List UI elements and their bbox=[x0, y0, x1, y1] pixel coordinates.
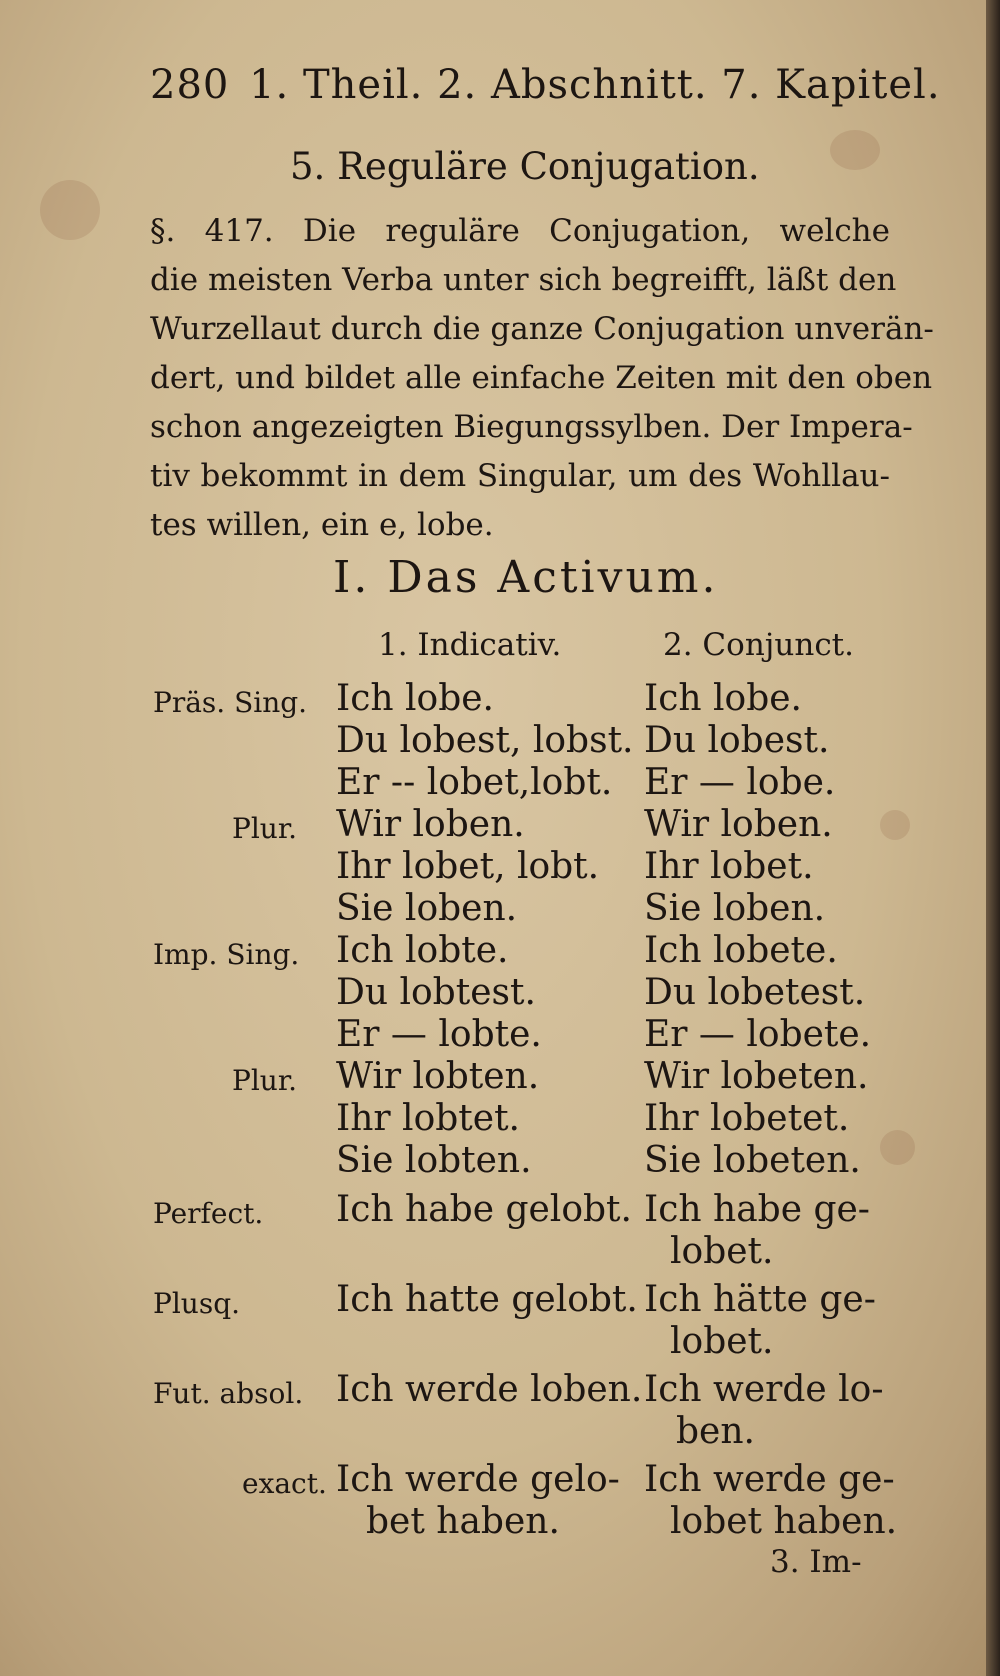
conjunctive-form: lobet. bbox=[670, 1231, 774, 1272]
indicative-form: Er -- lobet,lobt. bbox=[336, 762, 613, 803]
indicative-form: bet haben. bbox=[366, 1501, 560, 1542]
page-number: 280 bbox=[150, 62, 230, 108]
indicative-form: Er — lobte. bbox=[336, 1014, 542, 1055]
column-head-indicative: 1. Indicativ. bbox=[378, 627, 562, 663]
indicative-form: Du lobest, lobst. bbox=[336, 720, 634, 761]
indicative-form: Ich lobte. bbox=[336, 930, 509, 971]
indicative-form: Ihr lobtet. bbox=[336, 1098, 520, 1139]
paragraph-417 bbox=[150, 207, 934, 550]
section-title: 5. Reguläre Conjugation. bbox=[290, 145, 760, 188]
conjunctive-form: Du lobetest. bbox=[644, 972, 866, 1013]
conjunctive-form: lobet. bbox=[670, 1321, 774, 1362]
paragraph-line: tiv bekommt in dem Singular, um des Wohllau- bbox=[150, 458, 890, 494]
label-imperfect-plural: Plur. bbox=[232, 1064, 298, 1097]
indicative-form: Ihr lobet, lobt. bbox=[336, 846, 600, 887]
indicative-form: Wir lobten. bbox=[336, 1056, 540, 1097]
catchword: 3. Im- bbox=[770, 1544, 862, 1580]
conjunctive-form: Ich werde lo- bbox=[644, 1369, 884, 1410]
conjunctive-form: Ich hätte ge- bbox=[644, 1279, 876, 1320]
indicative-form: Sie loben. bbox=[336, 888, 518, 929]
conjunctive-form: Du lobest. bbox=[644, 720, 830, 761]
indicative-form: Ich hatte gelobt. bbox=[336, 1279, 638, 1320]
label-futurum-absolutum: Fut. absol. bbox=[153, 1377, 304, 1410]
conjunctive-form: Er — lobete. bbox=[644, 1014, 872, 1055]
indicative-form: Ich habe gelobt. bbox=[336, 1189, 632, 1230]
indicative-form: Sie lobten. bbox=[336, 1140, 532, 1181]
conjunctive-form: Wir loben. bbox=[644, 804, 833, 845]
conjunctive-form: ben. bbox=[676, 1411, 755, 1452]
conjunctive-form: Sie loben. bbox=[644, 888, 826, 929]
conjunctive-form: Ihr lobetet. bbox=[644, 1098, 850, 1139]
label-plusquamperfect: Plusq. bbox=[153, 1287, 241, 1320]
indicative-form: Ich werde gelo- bbox=[336, 1459, 620, 1500]
conjunctive-form: lobet haben. bbox=[670, 1501, 898, 1542]
running-header bbox=[150, 62, 941, 108]
conjunctive-form: Ich werde ge- bbox=[644, 1459, 895, 1500]
conjunctive-form: Sie lobeten. bbox=[644, 1140, 861, 1181]
stain bbox=[40, 180, 100, 240]
paragraph-line: schon angezeigten Biegungssylben. Der Impera- bbox=[150, 409, 913, 445]
paragraph-line: Wurzellaut durch die ganze Conjugation unverän- bbox=[150, 311, 934, 347]
label-perfect: Perfect. bbox=[153, 1197, 264, 1230]
label-imperfect-singular: Imp. Sing. bbox=[153, 938, 300, 971]
label-futurum-exactum: exact. bbox=[242, 1467, 327, 1500]
label-praesens-singular: Präs. Sing. bbox=[153, 686, 308, 719]
paragraph-line: tes willen, ein e, lobe. bbox=[150, 507, 494, 543]
column-head-conjunctive: 2. Conjunct. bbox=[663, 627, 854, 663]
conjunctive-form: Ihr lobet. bbox=[644, 846, 814, 887]
paragraph-line: §. 417. Die reguläre Conjugation, welche bbox=[150, 213, 890, 249]
conjunctive-form: Ich lobe. bbox=[644, 678, 802, 719]
indicative-form: Wir loben. bbox=[336, 804, 525, 845]
conjunctive-form: Ich lobete. bbox=[644, 930, 838, 971]
indicative-form: Ich werde loben. bbox=[336, 1369, 643, 1410]
page-edge bbox=[986, 0, 1000, 1676]
conjunctive-form: Er — lobe. bbox=[644, 762, 836, 803]
stain bbox=[880, 810, 910, 840]
conjunctive-form: Wir lobeten. bbox=[644, 1056, 869, 1097]
conjunctive-form: Ich habe ge- bbox=[644, 1189, 870, 1230]
indicative-form: Du lobtest. bbox=[336, 972, 536, 1013]
label-praesens-plural: Plur. bbox=[232, 812, 298, 845]
paragraph-line: die meisten Verba unter sich begreifft, läßt den bbox=[150, 262, 897, 298]
running-title: 1. Theil. 2. Abschnitt. 7. Kapitel. bbox=[249, 62, 941, 108]
part-title: I. Das Activum. bbox=[333, 552, 719, 603]
paragraph-line: dert, und bildet alle einfache Zeiten mit den oben bbox=[150, 360, 933, 396]
indicative-form: Ich lobe. bbox=[336, 678, 494, 719]
stain bbox=[830, 130, 880, 170]
stain bbox=[880, 1130, 915, 1165]
